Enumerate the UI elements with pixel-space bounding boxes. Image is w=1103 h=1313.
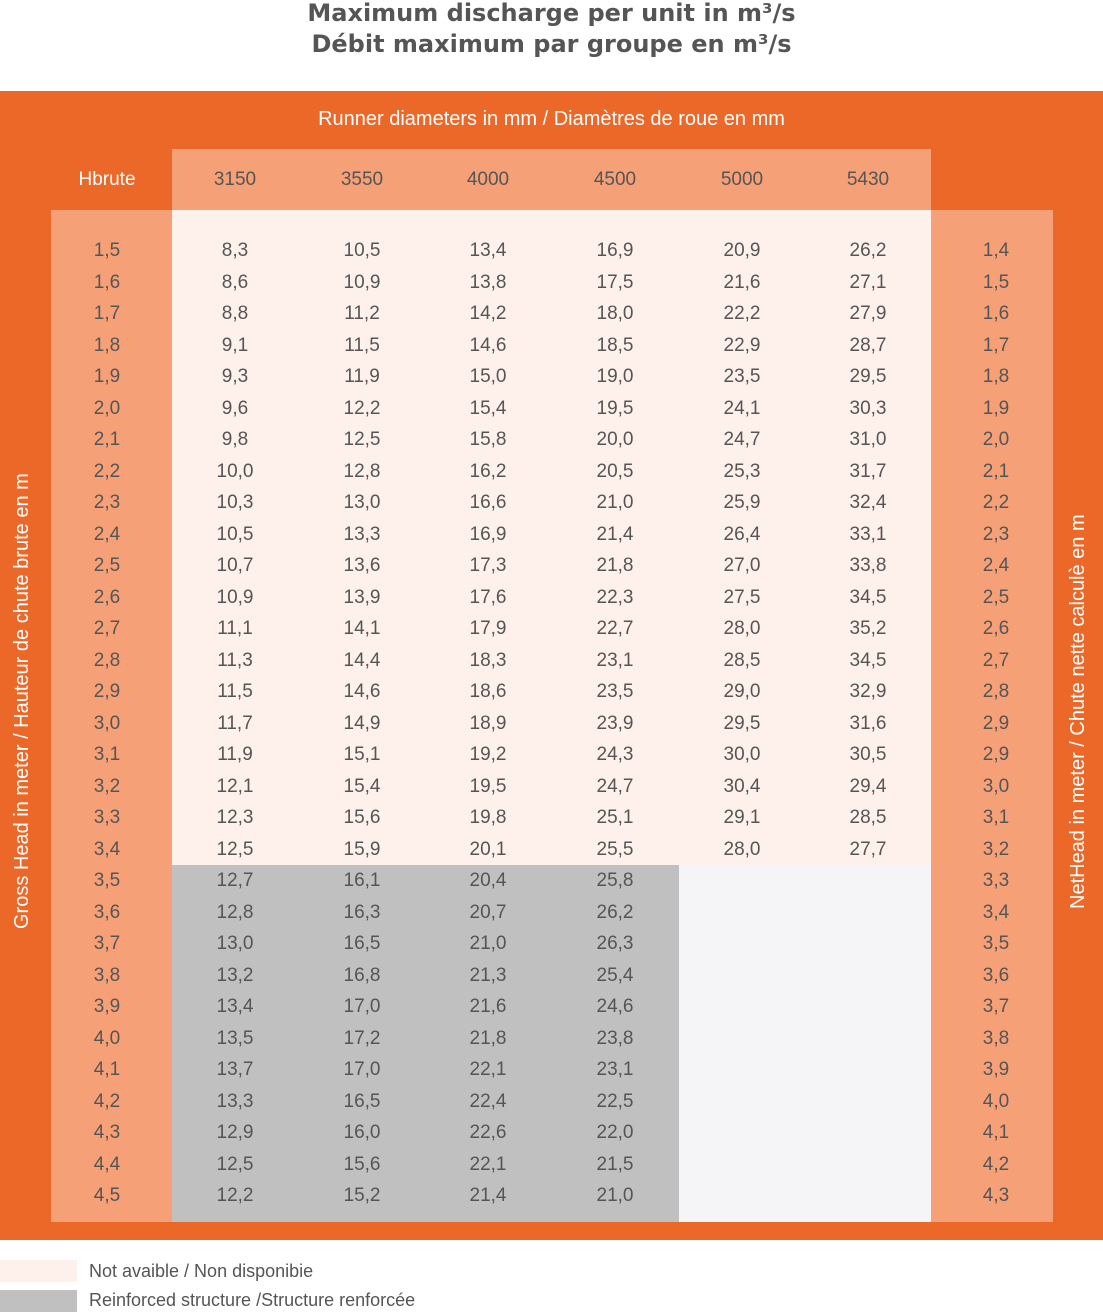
discharge-cell: 28,5	[849, 807, 887, 828]
discharge-cell: 8,8	[221, 303, 249, 324]
table-row	[0, 488, 1103, 518]
gross-head-cell: 2,8	[93, 649, 121, 671]
table-row	[0, 520, 1103, 550]
discharge-cell: 14,4	[343, 649, 381, 671]
legend-not-available-label: Not avaible / Non disponibie	[89, 1261, 314, 1281]
discharge-cell: 22,3	[596, 586, 634, 608]
table-row	[0, 772, 1103, 802]
discharge-cell: 19,2	[469, 744, 507, 765]
table-row	[0, 425, 1103, 455]
discharge-cell: 34,5	[849, 649, 887, 671]
table-row	[0, 394, 1103, 424]
discharge-cell: 16,5	[343, 933, 381, 954]
discharge-cell: 21,8	[469, 1027, 507, 1049]
net-head-cell: 1,9	[982, 397, 1010, 419]
diameter-header: 5000	[720, 169, 764, 190]
discharge-cell: 28,5	[723, 649, 761, 671]
discharge-cell: 10,9	[343, 271, 381, 293]
discharge-cell: 8,6	[221, 271, 249, 293]
gross-head-cell: 4,3	[93, 1122, 121, 1143]
discharge-cell: 11,5	[344, 334, 380, 356]
discharge-cell: 31,6	[849, 712, 887, 734]
discharge-cell: 25,9	[723, 492, 761, 513]
discharge-cell: 12,5	[343, 429, 381, 450]
diameter-header: 4500	[593, 169, 637, 190]
discharge-cell: 27,7	[849, 838, 887, 860]
discharge-cell: 33,1	[849, 523, 887, 545]
gross-head-cell: 2,3	[93, 492, 121, 513]
net-head-cell: 3,1	[982, 807, 1010, 828]
net-head-cell: 1,6	[982, 303, 1010, 324]
table-row	[0, 268, 1103, 298]
discharge-cell: 11,3	[217, 649, 253, 671]
gross-head-cell: 1,5	[93, 240, 121, 261]
discharge-cell: 10,0	[216, 460, 254, 482]
discharge-cell: 29,0	[723, 681, 761, 702]
gross-head-cell: 3,0	[93, 712, 121, 734]
discharge-cell: 29,4	[849, 775, 887, 797]
table-row	[0, 331, 1103, 361]
discharge-cell: 22,0	[596, 1122, 634, 1143]
discharge-cell: 11,9	[344, 366, 380, 387]
net-head-cell: 3,0	[982, 775, 1010, 797]
net-head-axis-label: NetHead in meter / Chute nette calculè en m	[1067, 514, 1089, 909]
table-row	[0, 740, 1103, 770]
discharge-cell: 16,9	[469, 523, 507, 545]
discharge-cell: 21,6	[723, 271, 761, 293]
discharge-cell: 21,8	[596, 555, 634, 576]
discharge-cell: 31,0	[849, 429, 887, 450]
table-row	[0, 614, 1103, 644]
title-line-2: Débit maximum par groupe en m³/s	[311, 30, 792, 58]
gross-head-cell: 4,0	[93, 1027, 121, 1049]
discharge-cell: 29,5	[723, 712, 761, 734]
runner-diameters-label: Runner diameters in mm / Diamètres de roue en mm	[318, 108, 785, 130]
net-head-cell: 1,4	[982, 240, 1010, 261]
discharge-cell: 20,5	[596, 460, 634, 482]
discharge-cell: 13,0	[343, 492, 381, 513]
net-head-cell: 2,1	[982, 460, 1010, 482]
discharge-cell: 29,1	[723, 807, 761, 828]
discharge-cell: 17,0	[343, 1059, 381, 1080]
discharge-cell: 35,2	[849, 618, 887, 639]
table-row	[0, 677, 1103, 707]
gross-head-cell: 3,7	[93, 933, 121, 954]
discharge-cell: 23,5	[596, 681, 634, 702]
discharge-cell: 18,3	[469, 649, 507, 671]
discharge-cell: 15,4	[343, 775, 381, 797]
table-row	[0, 646, 1103, 676]
table-row	[0, 1181, 1103, 1211]
discharge-cell: 13,4	[216, 996, 254, 1017]
discharge-cell: 15,4	[469, 397, 507, 419]
discharge-cell: 17,9	[469, 618, 507, 639]
discharge-cell: 16,1	[343, 870, 381, 891]
discharge-cell: 10,5	[343, 240, 381, 261]
discharge-cell: 22,9	[723, 334, 761, 356]
gross-head-cell: 4,4	[93, 1153, 121, 1175]
discharge-cell: 20,9	[723, 240, 761, 261]
discharge-cell: 31,7	[849, 460, 887, 482]
discharge-cell: 17,5	[596, 271, 634, 293]
table-row	[0, 961, 1103, 991]
net-head-cell: 3,5	[982, 933, 1010, 954]
gross-head-cell: 3,4	[93, 838, 121, 860]
discharge-cell: 21,0	[469, 933, 507, 954]
discharge-cell: 33,8	[849, 555, 887, 576]
discharge-cell: 15,6	[343, 1153, 381, 1175]
discharge-cell: 15,2	[343, 1185, 381, 1206]
gross-head-cell: 4,2	[93, 1090, 121, 1112]
discharge-cell: 14,2	[469, 303, 507, 324]
gross-head-cell: 1,6	[93, 271, 121, 293]
table-row	[0, 1087, 1103, 1117]
net-head-cell: 2,4	[982, 555, 1010, 576]
discharge-cell: 30,5	[849, 744, 887, 765]
discharge-cell: 18,0	[596, 303, 634, 324]
table-row	[0, 583, 1103, 613]
net-head-cell: 2,9	[982, 744, 1010, 765]
discharge-cell: 26,2	[849, 240, 887, 261]
discharge-cell: 26,4	[723, 523, 761, 545]
table-row	[0, 866, 1103, 896]
discharge-cell: 21,4	[596, 523, 634, 545]
table-row	[0, 929, 1103, 959]
discharge-cell: 16,5	[343, 1090, 381, 1112]
discharge-cell: 32,4	[849, 492, 887, 513]
net-head-cell: 4,1	[982, 1122, 1010, 1143]
net-head-cell: 3,9	[982, 1059, 1010, 1080]
discharge-cell: 20,7	[469, 901, 507, 923]
gross-head-cell: 2,7	[93, 618, 121, 639]
discharge-cell: 20,4	[469, 870, 507, 891]
discharge-cell: 32,9	[849, 681, 887, 702]
gross-head-cell: 1,7	[93, 303, 121, 324]
net-head-cell: 1,8	[982, 366, 1010, 387]
discharge-cell: 10,3	[216, 492, 254, 513]
net-head-cell: 3,7	[982, 996, 1010, 1017]
discharge-cell: 21,4	[469, 1185, 507, 1206]
discharge-cell: 11,5	[217, 681, 253, 702]
hbrute-header: Hbrute	[78, 169, 136, 190]
discharge-cell: 25,8	[596, 870, 634, 891]
table-row	[0, 898, 1103, 928]
discharge-cell: 13,9	[343, 586, 381, 608]
discharge-cell: 20,1	[469, 838, 507, 860]
diameter-header: 3150	[213, 169, 257, 190]
discharge-cell: 21,3	[469, 964, 507, 986]
gross-head-cell: 2,2	[93, 460, 121, 482]
discharge-cell: 13,2	[216, 964, 254, 986]
net-head-cell: 2,9	[982, 712, 1010, 734]
discharge-cell: 27,1	[849, 271, 887, 293]
table-row	[0, 1024, 1103, 1054]
net-head-cell: 3,3	[982, 870, 1010, 891]
discharge-cell: 30,4	[723, 775, 761, 797]
gross-head-cell: 2,1	[93, 429, 121, 450]
net-head-cell: 3,2	[982, 838, 1010, 860]
net-head-cell: 4,3	[982, 1185, 1010, 1206]
discharge-cell: 25,3	[723, 460, 761, 482]
discharge-cell: 16,6	[469, 492, 507, 513]
gross-head-cell: 2,4	[93, 523, 121, 545]
table-row	[0, 551, 1103, 581]
discharge-cell: 25,4	[596, 964, 634, 986]
discharge-cell: 13,6	[343, 555, 381, 576]
net-head-cell: 2,5	[982, 586, 1010, 608]
gross-head-cell: 2,0	[93, 397, 121, 419]
discharge-cell: 21,5	[596, 1153, 634, 1175]
net-head-cell: 2,6	[982, 618, 1010, 639]
discharge-cell: 29,5	[849, 366, 887, 387]
discharge-cell: 15,8	[469, 429, 507, 450]
discharge-cell: 21,6	[469, 996, 507, 1017]
title-line-1: Maximum discharge per unit in m³/s	[307, 0, 796, 27]
discharge-cell: 12,2	[216, 1185, 254, 1206]
discharge-cell: 15,1	[343, 744, 381, 765]
discharge-cell: 24,7	[723, 429, 761, 450]
gross-head-cell: 1,9	[93, 366, 121, 387]
discharge-cell: 12,8	[343, 460, 381, 482]
discharge-cell: 14,6	[343, 681, 381, 702]
discharge-cell: 12,2	[343, 397, 381, 419]
gross-head-cell: 2,6	[93, 586, 121, 608]
net-head-cell: 3,6	[982, 964, 1010, 986]
discharge-cell: 8,3	[221, 240, 249, 261]
discharge-cell: 30,3	[849, 397, 887, 419]
discharge-cell: 22,2	[723, 303, 761, 324]
gross-head-cell: 2,9	[93, 681, 121, 702]
discharge-cell: 11,2	[344, 303, 380, 324]
discharge-cell: 13,3	[343, 523, 381, 545]
discharge-cell: 14,1	[343, 618, 381, 639]
net-head-cell: 1,5	[982, 271, 1010, 293]
discharge-cell: 19,5	[469, 775, 507, 797]
discharge-cell: 15,6	[343, 807, 381, 828]
discharge-cell: 12,5	[216, 1153, 254, 1175]
discharge-cell: 9,3	[221, 366, 249, 387]
discharge-cell: 10,7	[216, 555, 254, 576]
discharge-cell: 19,5	[596, 397, 634, 419]
gross-head-cell: 4,5	[93, 1185, 121, 1206]
gross-head-cell: 2,5	[93, 555, 121, 576]
gross-head-cell: 1,8	[93, 334, 121, 356]
discharge-cell: 17,0	[343, 996, 381, 1017]
net-head-cell: 2,0	[982, 429, 1010, 450]
net-head-cell: 4,0	[982, 1090, 1010, 1112]
discharge-cell: 19,0	[596, 366, 634, 387]
discharge-cell: 12,8	[216, 901, 254, 923]
table-row	[0, 236, 1103, 266]
table-row	[0, 992, 1103, 1022]
discharge-cell: 23,1	[596, 1059, 634, 1080]
discharge-cell: 13,3	[216, 1090, 254, 1112]
discharge-cell: 12,1	[216, 775, 254, 797]
discharge-cell: 13,7	[216, 1059, 254, 1080]
discharge-cell: 20,0	[596, 429, 634, 450]
discharge-cell: 18,6	[469, 681, 507, 702]
discharge-cell: 16,0	[343, 1122, 381, 1143]
gross-head-cell: 3,6	[93, 901, 121, 923]
legend-swatch-not-available	[0, 1260, 77, 1282]
table-row	[0, 709, 1103, 739]
table-row	[0, 1118, 1103, 1148]
discharge-cell: 28,0	[723, 618, 761, 639]
discharge-cell: 16,3	[343, 901, 381, 923]
discharge-cell: 10,9	[216, 586, 254, 608]
discharge-cell: 17,6	[469, 586, 507, 608]
discharge-cell: 9,6	[221, 397, 249, 419]
discharge-cell: 22,6	[469, 1122, 507, 1143]
net-head-cell: 3,8	[982, 1027, 1010, 1049]
gross-head-cell: 3,1	[93, 744, 121, 765]
table-row	[0, 1055, 1103, 1085]
discharge-cell: 17,2	[343, 1027, 381, 1049]
discharge-cell: 22,1	[469, 1059, 507, 1080]
discharge-cell: 15,9	[343, 838, 381, 860]
discharge-cell: 12,5	[216, 838, 254, 860]
discharge-cell: 11,1	[217, 618, 253, 639]
discharge-cell: 18,9	[469, 712, 507, 734]
discharge-cell: 28,0	[723, 838, 761, 860]
gross-head-cell: 3,2	[93, 775, 121, 797]
discharge-cell: 14,9	[343, 712, 381, 734]
gross-head-cell: 3,5	[93, 870, 121, 891]
net-head-cell: 1,7	[982, 334, 1010, 356]
discharge-cell: 28,7	[849, 334, 887, 356]
discharge-cell: 9,8	[221, 429, 249, 450]
gross-head-cell: 4,1	[93, 1059, 121, 1080]
discharge-cell: 13,4	[469, 240, 507, 261]
discharge-cell: 21,0	[596, 492, 634, 513]
gross-head-cell: 3,8	[93, 964, 121, 986]
discharge-cell: 13,5	[216, 1027, 254, 1049]
discharge-cell: 23,5	[723, 366, 761, 387]
discharge-cell: 23,9	[596, 712, 634, 734]
table-row	[0, 803, 1103, 833]
discharge-cell: 23,1	[596, 649, 634, 671]
gross-head-axis-label: Gross Head in meter / Hauteur de chute brute en m	[11, 473, 33, 929]
discharge-cell: 24,1	[723, 397, 761, 419]
discharge-cell: 13,0	[216, 933, 254, 954]
discharge-cell: 12,9	[216, 1122, 254, 1143]
discharge-cell: 11,7	[217, 712, 253, 734]
discharge-cell: 22,7	[596, 618, 634, 639]
table-row	[0, 299, 1103, 329]
discharge-cell: 10,5	[216, 523, 254, 545]
discharge-cell: 24,6	[596, 996, 634, 1017]
discharge-cell: 22,4	[469, 1090, 507, 1112]
discharge-cell: 22,5	[596, 1090, 634, 1112]
discharge-cell: 21,0	[596, 1185, 634, 1206]
discharge-cell: 16,9	[596, 240, 634, 261]
diameter-header: 5430	[846, 169, 890, 190]
discharge-cell: 11,9	[217, 744, 253, 765]
discharge-cell: 24,3	[596, 744, 634, 765]
diameter-header: 4000	[466, 169, 510, 190]
discharge-cell: 27,9	[849, 303, 887, 324]
table-row	[0, 457, 1103, 487]
net-head-cell: 2,2	[982, 492, 1010, 513]
gross-head-cell: 3,3	[93, 807, 121, 828]
discharge-cell: 14,6	[469, 334, 507, 356]
discharge-cell: 23,8	[596, 1027, 634, 1049]
discharge-cell: 25,5	[596, 838, 634, 860]
discharge-cell: 18,5	[596, 334, 634, 356]
table-row	[0, 362, 1103, 392]
table-row	[0, 835, 1103, 865]
discharge-cell: 34,5	[849, 586, 887, 608]
gross-head-cell: 3,9	[93, 996, 121, 1017]
net-head-cell: 3,4	[982, 901, 1010, 923]
discharge-cell: 22,1	[469, 1153, 507, 1175]
discharge-cell: 9,1	[221, 334, 249, 356]
discharge-cell: 30,0	[723, 744, 761, 765]
discharge-cell: 15,0	[469, 366, 507, 387]
discharge-cell: 16,2	[469, 460, 507, 482]
discharge-cell: 26,2	[596, 901, 634, 923]
discharge-cell: 12,3	[216, 807, 254, 828]
discharge-cell: 26,3	[596, 933, 634, 954]
net-head-cell: 2,7	[982, 649, 1010, 671]
net-head-cell: 2,3	[982, 523, 1010, 545]
net-head-cell: 4,2	[982, 1153, 1010, 1175]
legend-swatch-reinforced	[0, 1290, 77, 1312]
discharge-cell: 27,5	[723, 586, 761, 608]
discharge-cell: 17,3	[469, 555, 507, 576]
discharge-cell: 19,8	[469, 807, 507, 828]
legend-reinforced-label: Reinforced structure /Structure renforcée	[89, 1290, 416, 1310]
net-head-cell: 2,8	[982, 681, 1010, 702]
discharge-cell: 24,7	[596, 775, 634, 797]
table-row	[0, 1150, 1103, 1180]
discharge-cell: 12,7	[216, 870, 254, 891]
discharge-cell: 13,8	[469, 271, 507, 293]
discharge-cell: 27,0	[723, 555, 761, 576]
diameter-header: 3550	[340, 169, 384, 190]
discharge-cell: 16,8	[343, 964, 381, 986]
discharge-cell: 25,1	[596, 807, 634, 828]
